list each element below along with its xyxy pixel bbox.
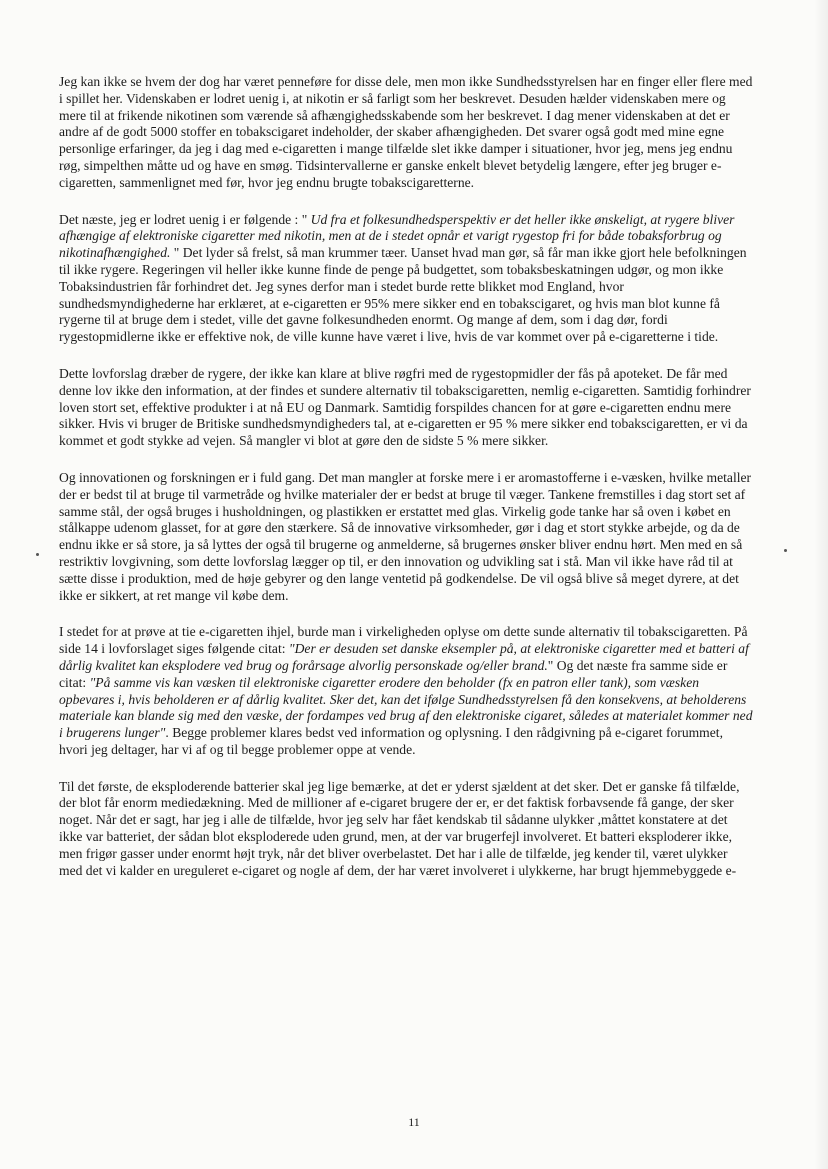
paragraph bbox=[59, 212, 753, 346]
quoted-text: Ud fra et folkesundhedsperspektiv er det heller ikke ønskeligt, at rygere bliver afhængige af elektroniske cigaretter med nikotin, men at de i stedet opnår et varigt rygestop fri for både tobaksforbrug og nikotinafhængighed. bbox=[59, 211, 735, 261]
paragraph bbox=[59, 779, 753, 880]
quoted-text: "På samme vis kan væsken til elektroniske cigaretter erodere den beholder (fx en patron eller tank), som væsken opbevares i, hvis beholderen er af dårlig kvalitet. Sker det, kan det ifølge Sundhedsstyrelsen få den konsekvens, at beholderens materiale kan blande sig med den væske, der fordampes ved brug af den elektroniske cigaret, således at materialet kommer ned i brugerens lunger" bbox=[59, 674, 753, 741]
quoted-text: "Der er desuden set danske eksempler på, at elektroniske cigaretter med et batteri af dårlig kvalitet kan eksplodere ved brug og forårsage alvorlig personskade og/eller brand. bbox=[59, 641, 749, 673]
text-run: I stedet for at prøve at tie e-cigaretten ihjel, burde man i virkeligheden oplyse om dette sunde alternativ til tobakscigaretten. På side 14 i lovforslaget siges følgende citat: bbox=[59, 624, 748, 657]
text-run: Jeg kan ikke se hvem der dog har været penneføre for disse dele, men mon ikke Sundhedsstyrelsen har en finger eller flere med i spillet her. Videnskaben er lodret uenig i, at nikotin er så farligt som her beskrevet. Desuden hælder videnskaben mere og mere til at frikende nikotinen som værende så afhængighedsskabende som her beskrevet. I dag mener videnskaben at det er andre af de godt 5000 stoffer en tobakscigaret indeholder, der skaber afhængigheden. Det svarer også godt med mine egne personlige erfaringer, da jeg i dag med e-cigaretten i mange tilfælde slet ikke damper i situationer, hvor jeg, mens jeg endnu røg, simpelthen måtte ud og have en smøg. Tidsintervallerne er ganske enkelt blevet betydelig længere, efter jeg bruger e-cigaretten, sammenlignet med før, hvor jeg endnu brugte tobakscigaretterne. bbox=[59, 74, 753, 190]
text-run: . Begge problemer klares bedst ved information og oplysning. I den rådgivning på e-cigaret forummet, hvori jeg deltager, har vi af og til begge problemer oppe at vende. bbox=[59, 725, 723, 757]
text-run: Dette lovforslag dræber de rygere, der ikke kan klare at blive røgfri med de rygestopmidler der fås på apoteket. De får med denne lov ikke den information, at der findes et sundere alternativ til tobakscigaretten, nemlig e-cigaretten. Samtidig forhindrer loven stort set, effektive produkter i at nå EU og Danmark. Samtidig forspildes chancen for at gøre e-cigaretten endnu mere sikker. Hvis vi bruger de Britiske sundhedsmyndigheders tal, at e-cigaretten er 95 % mere sikker end tobakscigaretten, er vi da kommet et godt stykke ad vejen. Så mangler vi blot at gøre den de sidste 5 % mere sikker. bbox=[59, 365, 751, 449]
page-number: 11 bbox=[408, 1115, 420, 1129]
paragraph bbox=[59, 74, 753, 192]
text-run: Til det første, de eksploderende batterier skal jeg lige bemærke, at det er yderst sjældent at det sker. Det er ganske få tilfælde, der blot får enorm mediedækning. Med de millioner af e-cigaret brugere der er, er det faktisk forbavsende få gange, der sker noget. Når det er sagt, har jeg i alle de tilfælde, hvor jeg selv har fået kendskab til sådanne ulykker ,måttet konstatere at det ikke var batteriet, der sådan blot eksploderede uden grund, men, at der var brugerfejl involveret. Et batteri eksploderer ikke, men frigør gasser under enormt højt tryk, når det bliver overbelastet. Det har i alle de tilfælde, jeg kender til, været ulykker med det vi kalder en ureguleret e-cigaret og nogle af dem, der har været involveret i ulykkerne, har brugt hjemmebyggede e- bbox=[59, 778, 740, 878]
paragraph bbox=[59, 470, 753, 604]
text-run: Det næste, jeg er lodret uenig i er følgende : " bbox=[59, 211, 311, 227]
text-run: " Og det næste fra samme side er citat: bbox=[59, 657, 728, 690]
paragraph bbox=[59, 624, 753, 758]
text-run: Og innovationen og forskningen er i fuld gang. Det man mangler at forske mere i er aromastofferne i e-væsken, hvilke metaller der er bedst til at bruge til varmetråde og hvilke materialer der er bedst at bruge til væger. Tankene fremstilles i dag stort set af samme stål, der også bruges i husholdningen, og plastikken er erstattet med glas. Virkelig gode tanke har så oven i købet en stålkappe udenom glasset, for at gøre den stærkere. Så de innovative virksomheder, gør i dag et stort stykke arbejde, og da de endnu ikke er så store, ja så lyttes der også til brugerne og anmelderne, så brugernes ønsker bliver endnu hørt. Men med en så restriktiv lovgivning, som dette lovforslag lægger op til, er den innovation og udvikling sat i stå. Man vil ikke have råd til at sætte disse i produktion, med de høje gebyrer og den lange ventetid på godkendelse. De vil også blive så meget dyrere, at det ikke er sikkert, at ret mange vil købe dem. bbox=[59, 469, 752, 603]
paragraph bbox=[59, 366, 753, 450]
text-run: " Det lyder så frelst, så man krummer tæer. Uanset hvad man gør, så får man ikke gjort hele befolkningen til ikke rygere. Regeringen vil heller ikke kunne finde de penge på budgettet, som tobaksbeskatningen udgør, og mon ikke Tobaksindustrien får forhindret det. Jeg synes derfor man i stedet burde rette blikket mod England, hvor sundhedsmyndighederne har erklæret, at e-cigaretten er 95% mere sikker end en tobakscigaret, og hvis man blot kunne få rygerne til at bruge dem i stedet, ville det gavne folkesundheden enormt. Og mange af dem, som i dag dør, fordi rygestopmidlerne ikke er effektive nok, de ville kunne have været i live, hvis de var kommet over på e-cigaretterne i tide. bbox=[59, 245, 747, 345]
document-body bbox=[59, 74, 753, 899]
scan-edge-shadow bbox=[814, 0, 828, 1169]
